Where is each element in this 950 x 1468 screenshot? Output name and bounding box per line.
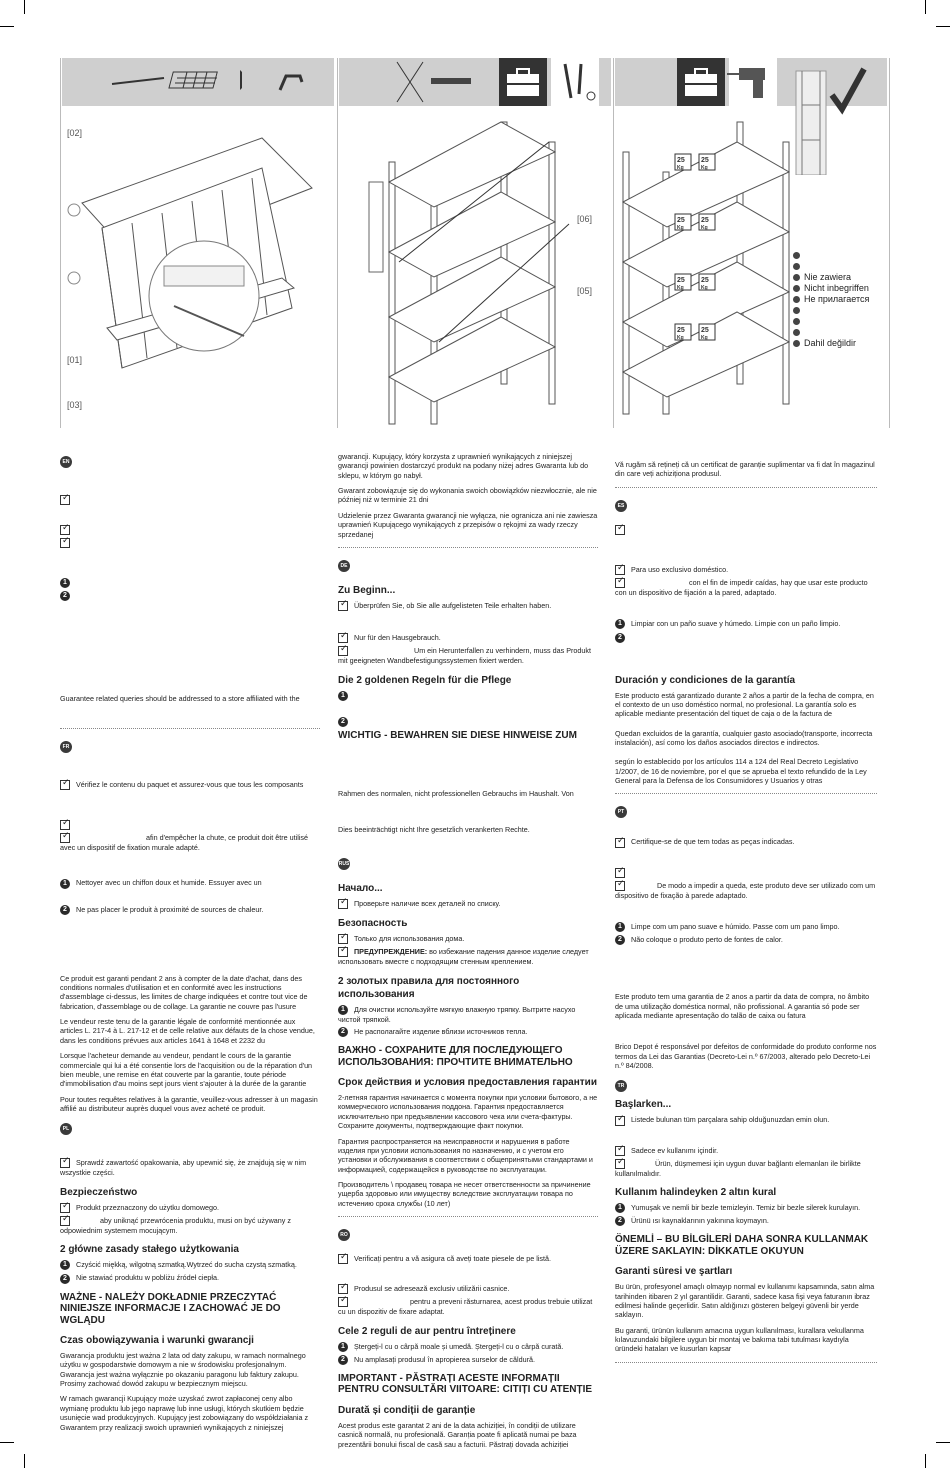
tr-safety-1: Sadece ev kullanımı içindir. xyxy=(631,1145,719,1155)
weight-unit: Kg xyxy=(701,285,708,291)
tr-rule-1: Yumuşak ve nemli bir bezle temizleyin. Temiz bir bezle silerek kurulayın. xyxy=(631,1203,861,1213)
weight-label: 25 xyxy=(701,217,709,224)
label-03: [03] xyxy=(67,400,83,410)
pt-rule-2: Não coloque o produto perto de fontes de calor. xyxy=(631,935,783,945)
parts-header xyxy=(62,58,334,106)
pt-guarantee-2: Brico Depot é responsável por defeitos de conformidade do produto conforme nos termos da Lei das Garantias (Decreto-Lei n.º 67/2003, alterado pelo Decreto-Lei n.º 84/2008. xyxy=(615,1042,877,1071)
pl-rule-1: Czyścić miękką, wilgotną szmatką.Wytrzeć do sucha czystą szmatką. xyxy=(76,1260,297,1270)
ru-safety-1: Только для использования дома. xyxy=(354,934,465,944)
pl-cont-1: gwarancji. Kupujący, który korzysta z uprawnień wynikających z niniejszej gwarancji powinien dostarczyć produkt na podany niżej adres Gwaranta lub do sklepu, w którym go nabył. xyxy=(338,452,589,480)
crop-mark xyxy=(0,1442,14,1443)
lang-badge-tr: TR xyxy=(615,1080,627,1092)
fr-check: Vérifiez le contenu du paquet et assurez-vous que tous les composants xyxy=(76,779,304,789)
not-included-ru: Не прилагается xyxy=(804,294,870,304)
ro-important: IMPORTANT - PĂSTRAȚI ACESTE INFORMAȚII PENTRU CONSULTĂRI VIITOARE: CITIȚI CU ATENȚIE xyxy=(338,1372,593,1396)
lang-badge-de: DE xyxy=(338,560,350,572)
crop-mark xyxy=(24,0,25,14)
label-02: [02] xyxy=(67,128,83,138)
ru-important: ВАЖНО - СОХРАНИТЕ ДЛЯ ПОСЛЕДУЮЩЕГО ИСПОЛЬЗОВАНИЯ: ПРОЧТИТЕ ВНИМАТЕЛЬНО xyxy=(338,1045,573,1068)
de-important: WICHTIG - BEWAHREN SIE DIESE HINWEISE ZUM xyxy=(338,729,577,741)
panel-frame xyxy=(337,58,338,428)
de-start-heading: Zu Beginn... xyxy=(338,584,396,596)
lang-badge-es: ES xyxy=(615,500,627,512)
checkbox-icon xyxy=(615,1116,625,1126)
checkbox-icon xyxy=(615,881,625,891)
pl-safety-2: aby uniknąć przewrócenia produktu, musi on być używany z odpowiednim systemem mocującym. xyxy=(60,1215,291,1235)
rule-number: 1 xyxy=(615,922,625,932)
lang-badge-rus: RUS xyxy=(338,858,350,870)
es-safety-2: con el fin de impedir caídas, hay que usar este producto con un dispositivo de fijación a la pared, adaptado. xyxy=(615,577,868,597)
ro-safety-1: Produsul se adresează exclusiv utilizării casnice. xyxy=(354,1284,510,1294)
es-rule-1: Limpiar con un paño suave y húmedo. Limpie con un paño limpio. xyxy=(631,619,841,629)
ru-check: Проверьте наличие всех деталей по списку. xyxy=(354,898,501,908)
pt-check: Certifique-se de que tem todas as peças indicadas. xyxy=(631,837,795,847)
es-guarantee-1: Este producto está garantizado durante 2 años a partir de la fecha de compra, en el contexto de un uso doméstico normal, no profesional. La garantía solo es aplicable mediante presentación del tiquet de caja o de la factura de xyxy=(615,690,874,719)
ru-guarantee-heading: Срок действия и условия предоставления гарантии xyxy=(338,1077,597,1089)
crop-mark xyxy=(925,1454,926,1468)
ru-safety-2: во избежание падения данное изделие следует использовать вместе с подходящим стенным креплением. xyxy=(338,947,589,967)
pl-cont-2: Gwarant zobowiązuje się do wykonania swoich obowiązków niezwłocznie, ale nie później niż w terminie 21 dni xyxy=(338,486,597,505)
weight-unit: Kg xyxy=(677,335,684,341)
rule-number: 1 xyxy=(615,1203,625,1213)
column-3 xyxy=(615,460,877,1371)
weight-unit: Kg xyxy=(677,285,684,291)
de-guarantee-1: Rahmen des normalen, nicht professionellen Gebrauchs im Haushalt. Von xyxy=(338,789,574,799)
fr-guarantee-4: Pour toutes requêtes relatives à la garantie, veuillez-vous adresser à un magasin affilié au distributeur auprès duquel vous avez acheté ce produit. xyxy=(60,1094,318,1113)
checkbox-icon xyxy=(338,1254,348,1264)
pl-rule-2: Nie stawiać produktu w pobliżu źródeł ciepła. xyxy=(76,1273,220,1283)
tools-icons xyxy=(339,58,611,106)
lang-badge-ro: RO xyxy=(338,1229,350,1241)
rule-number: 2 xyxy=(60,1274,70,1284)
de-safety-2: Um ein Herunterfallen zu verhindern, muss das Produkt mit geeigneten Wandbefestigungssystemen fixiert werden. xyxy=(338,646,591,666)
ru-start-heading: Начало... xyxy=(338,882,383,894)
ro-safety-2: pentru a preveni răsturnarea, acest produs trebuie utilizat cu un dispozitiv de fixare adaptat. xyxy=(338,1297,593,1317)
tr-start-heading: Başlarken... xyxy=(615,1099,672,1111)
ro-check: Verificați pentru a vă asigura că aveți toate piesele de pe listă. xyxy=(354,1254,551,1264)
rule-number: 1 xyxy=(338,691,348,701)
rule-number: 2 xyxy=(615,935,625,945)
crop-mark xyxy=(936,1442,950,1443)
checkbox-icon xyxy=(615,525,625,535)
ru-guarantee-1: 2-летняя гарантия начинается с момента покупки при условии бытового, а не коммерческого использования поддона. Гарантия предоставляется исключительно при предъявлении кассового чека или счета-фактуры. Сохраните документы, подтверждающие факт покупки. xyxy=(338,1093,598,1131)
weight-label: 25 xyxy=(677,157,685,164)
pl-important: WAŻNE - NALEŻY DOKŁADNIE PRZECZYTAĆ NINIEJSZE INFORMACJE I ZACHOWAĆ JE DO WGLĄDU xyxy=(60,1291,281,1326)
tr-guarantee-2: Bu garanti, ürünün kullanım amacına uygun kullanılması, kurallara vekullanma kılavuzundaki bilgilere uygun bir montaj ve bakıma tabi tutulması kaydıyla üründeki hataları ve kusurları kapsar xyxy=(615,1325,864,1354)
parts-icons xyxy=(62,58,334,106)
checkbox-icon xyxy=(615,868,625,878)
pl-guarantee-2: W ramach gwarancji Kupujący może uzyskać zwrot zapłaconej ceny albo wymianę produktu lub jego naprawę lub inne usługi, których skutkiem będzie usunięcie wad produkcyjnych. Kupujący jest zobowiązany do współdziałania z Gwarantem przy realizacji swoich uprawnień wynikających z niniejszej xyxy=(60,1394,309,1432)
rule-number: 2 xyxy=(338,1355,348,1365)
weight-label: 25 xyxy=(677,217,685,224)
lang-badge-en: EN xyxy=(60,456,72,468)
checkbox-icon xyxy=(60,1216,70,1226)
tr-rules-heading: Kullanım halindeyken 2 altın kural xyxy=(615,1187,777,1199)
rule-number: 2 xyxy=(615,633,625,643)
separator xyxy=(615,793,877,794)
pt-safety-2: De modo a impedir a queda, este produto deve ser utilizado com um dispositivo de fixação à parede adaptado. xyxy=(615,880,876,900)
checkbox-icon xyxy=(338,1284,348,1294)
ro-cont-1: Vă rugăm să rețineți că un certificat de garanție suplimentar va fi dat în magazinul din care veți achiziționa produsul. xyxy=(615,460,875,479)
pt-rule-1: Limpe com um pano suave e húmido. Passe com um pano limpo. xyxy=(631,922,840,932)
checkbox-icon xyxy=(338,646,348,656)
checkbox-icon xyxy=(615,1146,625,1156)
checkbox-icon xyxy=(615,578,625,588)
rule-number: 2 xyxy=(338,1027,348,1037)
checkbox-icon xyxy=(60,780,70,790)
ro-guarantee-heading: Durată și condiții de garanție xyxy=(338,1404,476,1416)
rule-number: 2 xyxy=(60,905,70,915)
checkbox-icon xyxy=(338,1297,348,1307)
de-check: Überprüfen Sie, ob Sie alle aufgelisteten Teile erhalten haben. xyxy=(354,600,552,610)
tr-important: ÖNEMLİ – BU BİLGİLERİ DAHA SONRA KULLANMAK ÜZERE SAKLAYIN: DİKKATLE OKUYUN xyxy=(615,1234,869,1257)
checkbox-icon xyxy=(60,495,70,505)
tr-guarantee-heading: Garanti süresi ve şartları xyxy=(615,1266,733,1278)
lang-badge-pt: PT xyxy=(615,806,627,818)
pl-guarantee-heading: Czas obowiązywania i warunki gwarancji xyxy=(60,1335,254,1347)
checkbox-icon xyxy=(615,1159,625,1169)
pl-safety-1: Produkt przeznaczony do użytku domowego. xyxy=(76,1202,220,1212)
pl-check: Sprawdź zawartość opakowania, aby upewnić się, że znajdują się w nim wszystkie części. xyxy=(60,1158,307,1178)
ru-rule-2: Не располагайте изделие вблизи источников тепла. xyxy=(354,1027,528,1037)
assembly-illustration xyxy=(62,118,334,430)
panel-frame xyxy=(889,58,890,428)
not-included-pl: Nie zawiera xyxy=(804,272,852,282)
ru-safety-heading: Безопасность xyxy=(338,918,408,930)
label-06: [06] xyxy=(577,214,593,224)
pl-cont-3: Udzielenie przez Gwaranta gwarancji nie wyłącza, nie ogranicza ani nie zawiesza uprawnień Kupującego wynikających z przepisów o rękojmi za wady rzeczy sprzedanej xyxy=(338,510,598,539)
rule-number: 1 xyxy=(338,1005,348,1015)
rule-number: 2 xyxy=(338,717,348,727)
checkbox-icon xyxy=(338,947,348,957)
tr-check: Listede bulunan tüm parçalara sahip olduğunuzdan emin olun. xyxy=(631,1115,830,1125)
crop-mark xyxy=(925,0,926,14)
de-rules-heading: Die 2 goldenen Regeln für die Pflege xyxy=(338,674,512,686)
ru-guarantee-2: Гарантия распространяется на неисправности и нарушения в работе изделия при условии использования по назначению, и с учетом его установки и обслуживания в соответствии с общепринятыми стандартами и информацией, содержащейся в руководстве по эксплуатации. xyxy=(338,1136,593,1174)
crop-mark xyxy=(24,1454,25,1468)
ru-guarantee-3: Производитель \ продавец товара не несет ответственности за причинение ущерба здоровью или имуществу вследствие эксплуатации товара по истечению срока службы (10 лет) xyxy=(338,1179,591,1208)
checkbox-icon xyxy=(615,565,625,575)
es-guarantee-heading: Duración y condiciones de la garantía xyxy=(615,674,796,686)
rule-number: 1 xyxy=(615,619,625,629)
column-2 xyxy=(338,452,598,1455)
weight-unit: Kg xyxy=(701,165,708,171)
rule-number: 2 xyxy=(615,1216,625,1226)
checkbox-icon xyxy=(60,1203,70,1213)
rule-number: 2 xyxy=(60,591,70,601)
es-guarantee-3: según lo establecido por los artículos 114 a 124 del Real Decreto Legislativo 1/2007, de 16 de noviembre, por el que se aprueba el texto refundido de la Ley General para la Defensa de los Consumidores y Usuarios y otras xyxy=(615,757,867,786)
loaded-shelf-illustration xyxy=(615,112,795,430)
ru-warning-label: ПРЕДУПРЕЖДЕНИЕ: xyxy=(354,947,428,957)
column-1 xyxy=(60,452,320,1438)
weight-unit: Kg xyxy=(677,225,684,231)
de-guarantee-2: Dies beeinträchtigt nicht Ihre gesetzlich verankerten Rechte. xyxy=(338,824,530,834)
weight-label: 25 xyxy=(701,277,709,284)
rule-number: 1 xyxy=(60,879,70,889)
crop-mark xyxy=(936,26,950,27)
separator xyxy=(615,1362,877,1363)
fr-rule-1: Nettoyer avec un chiffon doux et humide. Essuyer avec un xyxy=(76,878,262,888)
checkbox-icon xyxy=(60,820,70,830)
checkbox-icon xyxy=(60,538,70,548)
not-included-de: Nicht inbegriffen xyxy=(804,283,869,293)
separator xyxy=(338,1216,598,1217)
pl-safety-heading: Bezpieczeństwo xyxy=(60,1186,138,1198)
fr-guarantee-3: Lorsque l'acheteur demande au vendeur, pendant le cours de la garantie commerciale qui lui a été consentie lors de l'acquisition ou de la réparation d'un bien meuble, une remise en état couverte par la garantie, toute période d'immobilisation d'au moins sept jours vient s'ajouter à la durée de la garantie xyxy=(60,1051,313,1089)
pl-guarantee-1: Gwarancja produktu jest ważna 2 lata od daty zakupu, w ramach normalnego użytku w gospodarstwie domowym a nie w środowisku profesjonalnym. Gwarancja jest ważna wyłącznie po okazaniu paragonu lub faktury zakupu. Prosimy zachować dowód zakupu w bezpiecznym miejscu. xyxy=(60,1351,306,1389)
lang-badge-fr: FR xyxy=(60,741,72,753)
separator xyxy=(615,487,877,488)
checkbox-icon xyxy=(338,601,348,611)
checkbox-icon xyxy=(60,525,70,535)
wall-illustration xyxy=(788,65,838,175)
checkbox-icon xyxy=(338,633,348,643)
panel-frame xyxy=(613,58,614,428)
weight-label: 25 xyxy=(677,327,685,334)
tr-safety-2: Ürün, düşmemesi için uygun duvar bağlantı elemanları ile birlikte kullanılmalıdır. xyxy=(615,1158,861,1178)
ru-rules-heading: 2 золотых правила для постоянного использования xyxy=(338,975,520,1000)
weight-label: 25 xyxy=(677,277,685,284)
crop-mark xyxy=(0,26,14,27)
ro-rule-2: Nu amplasați produsul în apropierea surselor de căldură. xyxy=(354,1354,535,1364)
fr-guarantee-1: Ce produit est garanti pendant 2 ans à compter de la date d'achat, dans des conditions normales d'utilisation et en conformité avec les instructions d'assemblage ci-dessus, les limites de charge indiquées et contre tout vice de fabrication, d'assemblage ou de collage. La garantie ne couvre pas l'usure xyxy=(60,973,308,1011)
pl-rules-heading: 2 główne zasady stałego użytkowania xyxy=(60,1244,239,1256)
es-safety-1: Para uso exclusivo doméstico. xyxy=(631,564,729,574)
checkbox-icon xyxy=(615,838,625,848)
weight-label: 25 xyxy=(701,327,709,334)
rule-number: 1 xyxy=(60,578,70,588)
shelf-illustration xyxy=(339,112,611,430)
weight-label: 25 xyxy=(701,157,709,164)
fr-guarantee-2: Le vendeur reste tenu de la garantie légale de conformité mentionnée aux articles L. 217-4 à L. 217-12 et de celle relative aux défauts de la chose vendue, dans les conditions prévues aux articles 1641 à 1648 et 2232 du xyxy=(60,1017,315,1045)
lang-badge-pl: PL xyxy=(60,1123,72,1135)
checkbox-icon xyxy=(338,899,348,909)
fr-safety: afin d'empêcher la chute, ce produit doit être utilisé avec un dispositif de fixation murale adapté. xyxy=(60,833,308,853)
weight-unit: Kg xyxy=(701,225,708,231)
tr-rule-2: Ürünü ısı kaynaklarının yakınına koymayın. xyxy=(631,1216,769,1226)
label-01: [01] xyxy=(67,355,83,365)
tr-guarantee-1: Bu ürün, profesyonel amaçlı olmayıp normal ev kullanımı kapsamında, satın alma tarihinden itibaren 2 yıl garantilidir. Garanti, sadece kasa fişi veya faturanın ibraz edilmesi halinde geçerlidir. Satın aldığınızı gösteren belgeyi güvenli bir yerde saklayın. xyxy=(615,1282,875,1320)
checkbox-icon xyxy=(338,934,348,944)
checkbox-icon xyxy=(60,833,70,843)
not-included-tr: Dahil değildir xyxy=(804,338,857,348)
checkbox-icon xyxy=(60,1158,70,1168)
weight-unit: Kg xyxy=(701,335,708,341)
es-guarantee-2: Quedan excluidos de la garantía, cualquier gasto asociado(transporte, incorrecta instalación), así como los daños asociados directos e indirectos. xyxy=(615,728,873,747)
en-guarantee-text: Guarantee related queries should be addressed to a store affiliated with the xyxy=(60,694,300,704)
weight-unit: Kg xyxy=(677,165,684,171)
rule-number: 1 xyxy=(60,1260,70,1270)
ro-rules-heading: Cele 2 reguli de aur pentru întreținere xyxy=(338,1325,516,1337)
de-safety-1: Nur für den Hausgebrauch. xyxy=(354,632,441,642)
panel-frame xyxy=(60,58,61,428)
separator xyxy=(60,728,320,729)
separator xyxy=(338,547,598,548)
pt-guarantee-1: Este produto tem uma garantia de 2 anos a partir da data de compra, no âmbito de uma utilização doméstica normal, não profissional. A garantia só pode ser aplicada mediante apresentação do talão de caixa ou fatura xyxy=(615,992,870,1020)
ro-rule-1: Ștergeți-l cu o cârpă moale și umedă. Ștergeți-l cu o cârpă curată. xyxy=(354,1341,564,1351)
label-05: [05] xyxy=(577,286,593,296)
fr-rule-2: Ne pas placer le produit à proximité de sources de chaleur. xyxy=(76,904,264,914)
ro-guarantee-1: Acest produs este garantat 2 ani de la data achiziției, în condiții de utilizare casnică normală, nu profesională. Garanția poate fi aplicată numai pe baza prezentării bonului fiscal de casă sau a facturii. Păstrați dovada achiziției xyxy=(338,1420,577,1449)
tools-header xyxy=(339,58,611,106)
not-included-list xyxy=(793,250,869,349)
rule-number: 1 xyxy=(338,1342,348,1352)
ru-rule-1: Для очистки используйте мягкую влажную тряпку. Вытрите насухо чистой тряпкой. xyxy=(338,1004,576,1024)
